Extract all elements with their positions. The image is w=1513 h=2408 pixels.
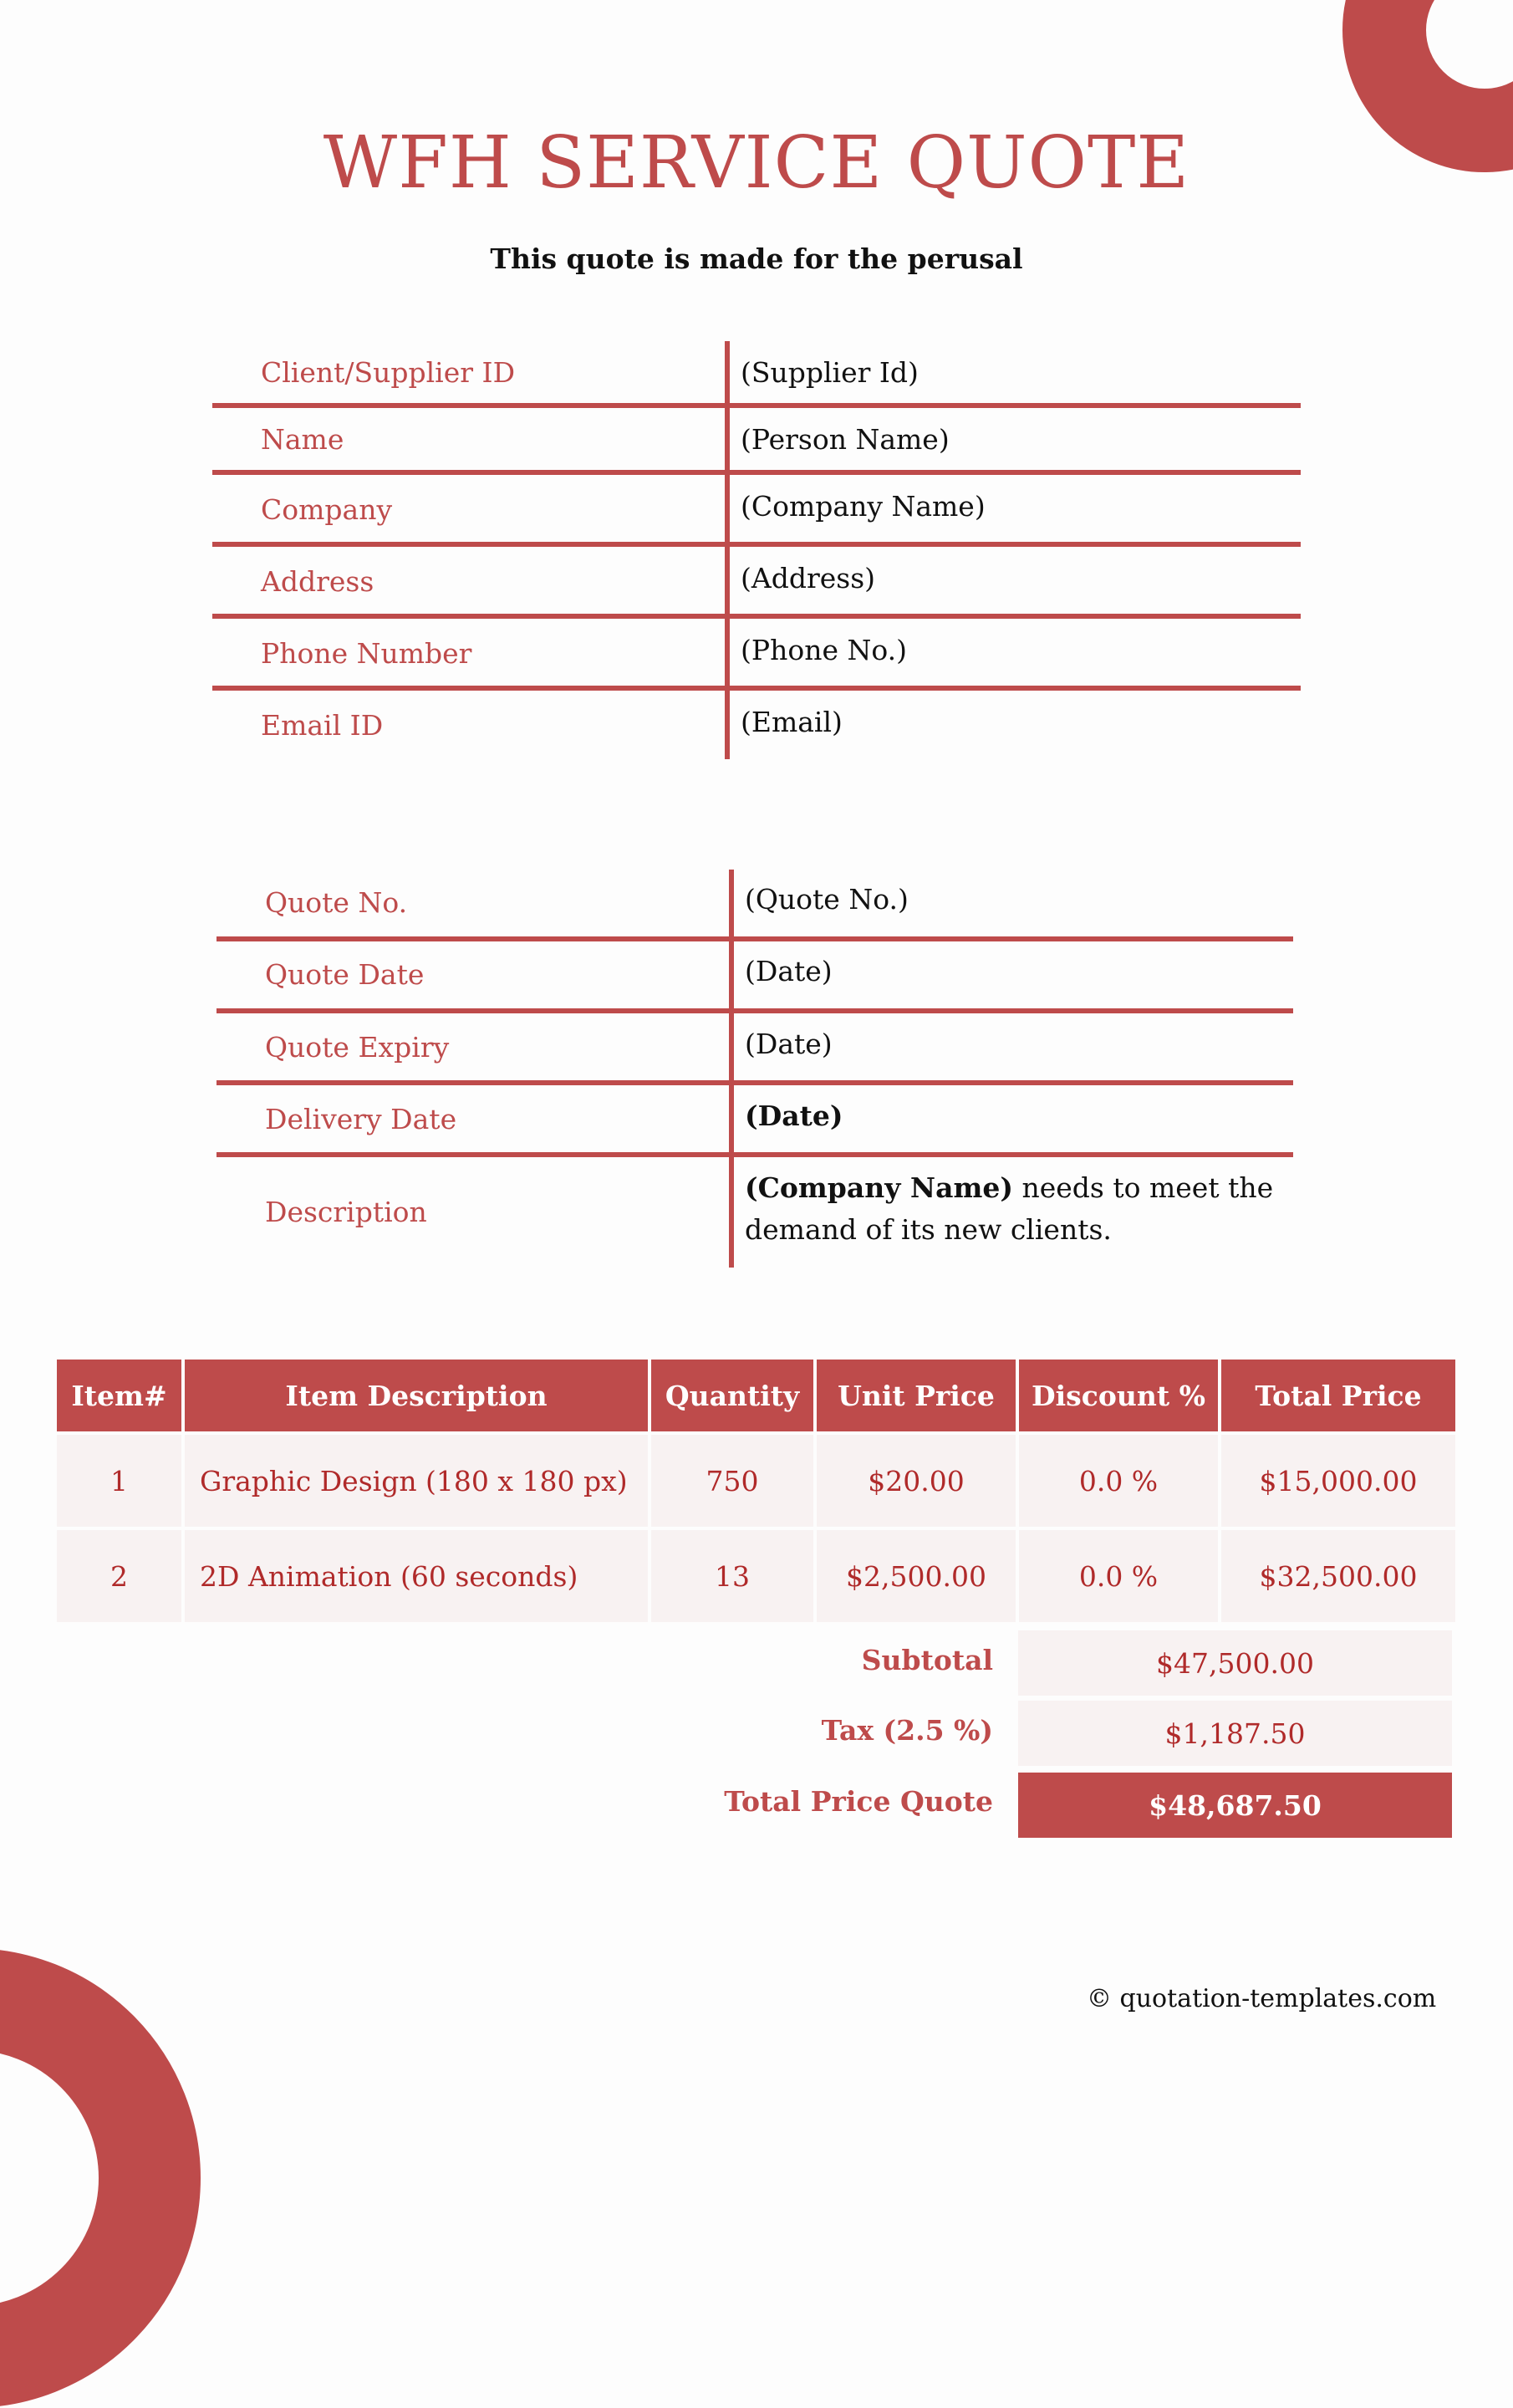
quote-expiry-label: Quote Expiry <box>265 1031 450 1064</box>
quote-date-label: Quote Date <box>265 958 425 991</box>
tax-value: $1,187.50 <box>1018 1701 1452 1766</box>
divider <box>212 686 1301 691</box>
cell-discount: 0.0 % <box>1019 1435 1218 1527</box>
subtotal-label: Subtotal <box>861 1644 993 1676</box>
quote-no-label: Quote No. <box>265 886 408 919</box>
company-label: Company <box>261 493 393 526</box>
description-company: (Company Name) <box>745 1171 1013 1204</box>
cell-item-description: 2D Animation (60 seconds) <box>185 1530 648 1622</box>
description-label: Description <box>265 1196 427 1228</box>
page-title: WFH SERVICE QUOTE <box>323 121 1190 205</box>
footer-copyright: © quotation-templates.com <box>1087 1984 1437 2013</box>
divider <box>217 1080 1293 1085</box>
header-item-description: Item Description <box>185 1360 648 1431</box>
cell-discount: 0.0 % <box>1019 1530 1218 1622</box>
divider-vertical <box>729 870 734 1268</box>
cell-unit-price: $20.00 <box>817 1435 1016 1527</box>
email-value: (Email) <box>741 706 843 738</box>
cell-total-price: $32,500.00 <box>1221 1530 1455 1622</box>
tax-label: Tax (2.5 %) <box>821 1714 993 1747</box>
table-row <box>57 1435 1455 1527</box>
page-subtitle: This quote is made for the perusal <box>490 242 1023 275</box>
delivery-date-label: Delivery Date <box>265 1103 457 1135</box>
cell-unit-price: $2,500.00 <box>817 1530 1016 1622</box>
address-value: (Address) <box>741 562 876 594</box>
description-value <box>745 1167 1280 1250</box>
cell-item-number: 2 <box>57 1530 181 1622</box>
table-row <box>57 1530 1455 1622</box>
items-table <box>53 1356 1459 1625</box>
name-value: (Person Name) <box>741 423 950 456</box>
quote-no-value: (Quote No.) <box>745 883 909 916</box>
divider <box>212 470 1301 475</box>
divider <box>217 936 1293 941</box>
cell-quantity: 750 <box>651 1435 813 1527</box>
divider <box>212 614 1301 619</box>
divider <box>212 542 1301 547</box>
cell-item-number: 1 <box>57 1435 181 1527</box>
header-unit-price: Unit Price <box>817 1360 1016 1431</box>
table-header-row <box>57 1360 1455 1431</box>
quote-date-value: (Date) <box>745 955 833 987</box>
delivery-date-value: (Date) <box>745 1099 843 1132</box>
total-quote-value: $48,687.50 <box>1018 1773 1452 1838</box>
phone-label: Phone Number <box>261 637 472 670</box>
divider <box>217 1152 1293 1157</box>
cell-quantity: 13 <box>651 1530 813 1622</box>
client-info-table <box>212 341 1301 759</box>
divider <box>212 403 1301 408</box>
name-label: Name <box>261 423 344 456</box>
quote-expiry-value: (Date) <box>745 1028 833 1060</box>
corner-decoration-bottom <box>0 1948 201 2408</box>
header-item-number: Item# <box>57 1360 181 1431</box>
cell-item-description: Graphic Design (180 x 180 px) <box>185 1435 648 1527</box>
client-id-value: (Supplier Id) <box>741 356 919 389</box>
client-id-label: Client/Supplier ID <box>261 356 516 389</box>
quote-info-table <box>217 870 1293 1268</box>
divider <box>217 1008 1293 1013</box>
header-quantity: Quantity <box>651 1360 813 1431</box>
total-quote-label: Total Price Quote <box>724 1785 993 1818</box>
header-discount: Discount % <box>1019 1360 1218 1431</box>
cell-total-price: $15,000.00 <box>1221 1435 1455 1527</box>
email-label: Email ID <box>261 709 384 742</box>
description-text: needs to meet the demand of its new clients. <box>745 1171 1274 1246</box>
subtotal-value: $47,500.00 <box>1018 1630 1452 1696</box>
header-total-price: Total Price <box>1221 1360 1455 1431</box>
phone-value: (Phone No.) <box>741 634 907 666</box>
company-value: (Company Name) <box>741 490 986 523</box>
address-label: Address <box>261 565 374 598</box>
